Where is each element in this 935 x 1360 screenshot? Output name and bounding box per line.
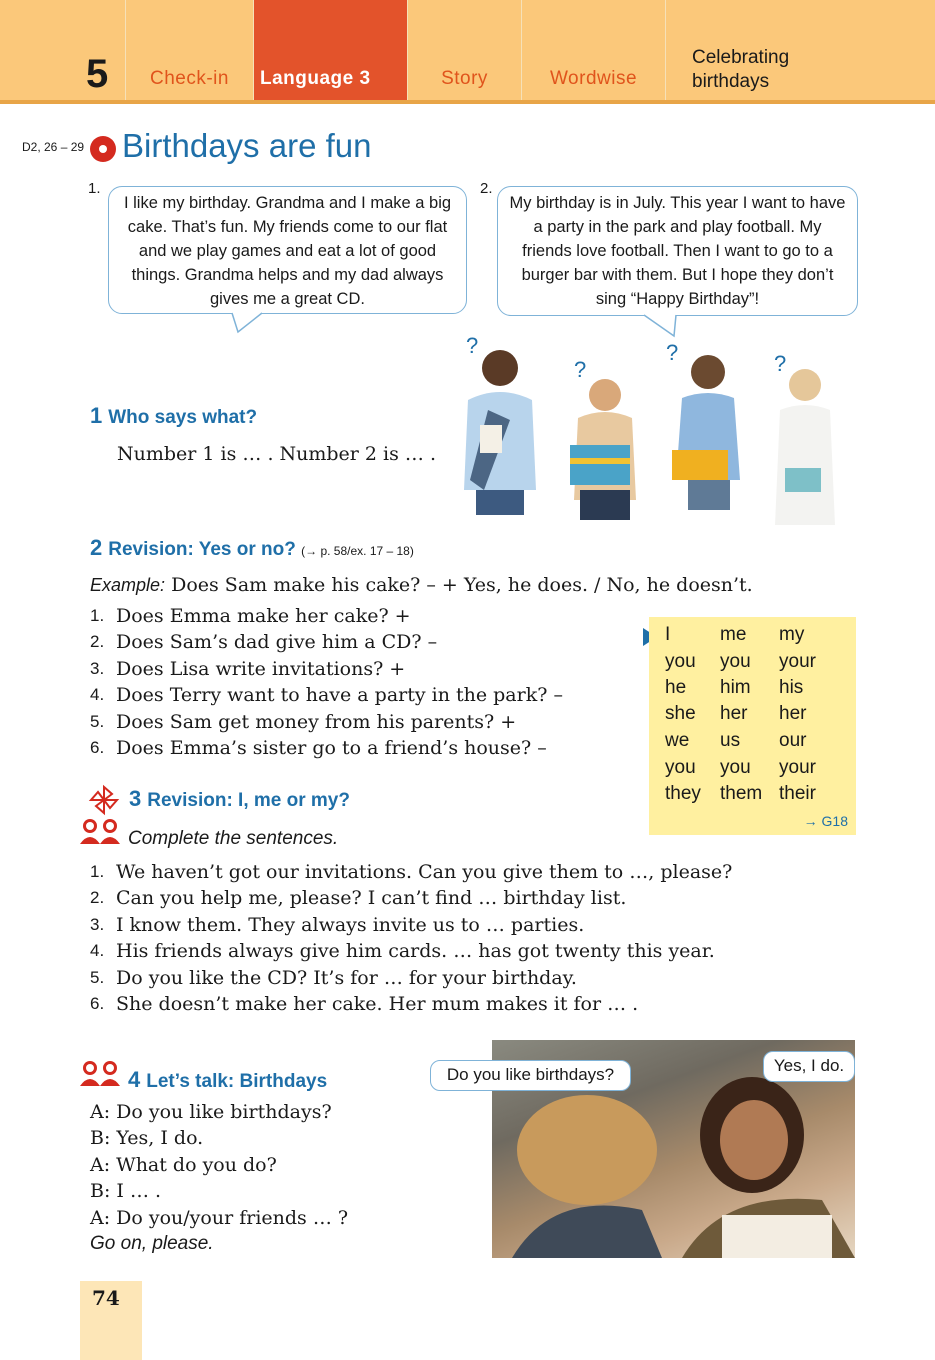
item-text: His friends always give him cards. … has got twenty this year. [116,940,715,963]
subject-pronoun: I [665,624,671,645]
object-pronoun: her [720,703,748,724]
page-number: 74 [92,1286,120,1310]
photo-speech-bubble-left [430,1060,631,1091]
item-number: 3. [90,658,105,678]
list-item [90,656,563,682]
bubble-text: My birthday is in July. This year I want to have a party in the park and play football. My friends love football. Then I want to go to a burger bar with them. But I hope they don’t sing “Happy Birthday”! [509,194,846,308]
item-text: I know them. They always invite us to … parties. [116,913,585,936]
tab-wordwise[interactable] [522,0,666,100]
object-pronoun: me [720,624,747,645]
unit-topic [692,46,789,94]
exercise-1-prompt: Number 1 is … . Number 2 is … . [117,443,437,465]
list-item [90,859,732,885]
item-text: Does Emma make her cake? + [116,605,411,627]
bubble-tail [230,312,270,334]
exercise-3-heading [129,786,350,812]
bubble-text: I like my birthday. Grandma and I make a big cake. That’s fun. My friends come to our flat and we play games and eat a lot of good things. Grandma helps and my dad always gives me a great CD. [123,194,452,308]
bubble-tail [640,314,680,338]
list-item [90,912,732,938]
item-text: Does Terry want to have a party in the park? – [116,684,563,707]
item-number: 1. [90,862,105,881]
possessive: our [779,730,807,751]
unit-header [0,0,935,100]
subject-pronoun: she [665,703,696,724]
example-text: Does Sam make his cake? – + Yes, he does. / No, he doesn’t. [171,574,753,596]
pair-work-icon [78,818,122,844]
subject-pronoun: you [665,651,696,672]
page-reference: (→ p. 58/ex. 17 – 18) [301,544,414,558]
topic-line: Celebrating [692,47,790,68]
list-item [90,735,563,761]
exercise-number: 3 [129,786,142,811]
page-title: Birthdays are fun [122,127,372,164]
list-item [90,965,732,991]
item-text: Does Lisa write invitations? + [116,657,406,680]
dialogue-line: B: Yes, I do. [90,1127,204,1150]
subject-pronoun: we [665,730,690,751]
tab-story[interactable] [408,0,522,100]
dialogue-closing: Go on, please. [90,1233,214,1255]
exercise-number: 2 [90,535,103,560]
exercise-number: 1 [90,403,103,428]
object-pronoun: you [720,757,751,778]
audio-track-label: D2, 26 – 29 [22,140,85,154]
possessive: my [779,624,805,645]
exercise-title: Let’s talk: Birthdays [146,1071,328,1092]
tab-label: Wordwise [549,68,638,89]
item-number: 6. [90,738,105,758]
item-text: We haven’t got our invitations. Can you give them to …, please? [116,861,733,883]
exercise-2-list [90,603,563,761]
exercise-number: 4 [128,1067,141,1092]
exercise-1-heading [90,403,257,429]
dialogue-line: A: What do you do? [90,1153,277,1176]
speech-bubble-2 [497,186,858,316]
tab-check-in[interactable] [126,0,254,100]
item-number: 5. [90,967,105,987]
unit-number: 5 [86,52,109,96]
dialogue-line: B: I … . [90,1180,162,1203]
tab-language-3[interactable] [254,0,408,100]
photo-speech-bubble-right [763,1051,855,1082]
item-text: Can you help me, please? I can’t find … birthday list. [116,887,627,910]
bubble-number: 2. [480,180,493,197]
list-item [90,885,732,911]
dialogue-line: A: Do you/your friends … ? [90,1206,349,1229]
item-number: 6. [90,994,105,1014]
unit-number-cell [0,0,126,100]
item-text: She doesn’t make her cake. Her mum makes it for … . [116,993,639,1016]
possessive: your [779,757,816,778]
exercise-title: Revision: I, me or my? [147,790,350,811]
tab-label: Story [441,68,488,89]
list-item [90,938,732,964]
list-item [90,629,563,655]
exercise-3-list [90,859,732,1017]
possessive: your [779,651,816,672]
item-number: 5. [90,711,105,731]
subject-pronoun: you [665,757,696,778]
exercise-2-heading [90,535,414,561]
example-label: Example: [90,575,166,595]
item-text: Do you like the CD? It’s for … for your birthday. [116,966,577,989]
subject-pronoun: they [665,783,701,804]
kids-with-presents-photo [440,340,845,525]
exercise-title: Who says what? [108,407,258,428]
exercise-3-instruction: Complete the sentences. [128,828,339,849]
speech-bubble-1 [108,186,467,314]
topic-line: birthdays [692,71,770,92]
item-text: Does Sam get money from his parents? + [116,710,517,733]
item-number: 1. [90,606,105,625]
dialogue-line: A: Do you like birthdays? [90,1101,332,1123]
pair-work-icon [78,1060,122,1086]
pronoun-grammar-box [649,617,856,835]
question-mark: ? [466,333,479,358]
cd-audio-icon[interactable] [90,136,116,162]
dialogue [90,1099,348,1257]
list-item [90,682,563,708]
bubble-text: Do you like birthdays? [446,1065,615,1084]
subject-pronoun: he [665,677,687,698]
question-mark: ? [774,351,787,376]
item-number: 3. [90,914,105,934]
tab-label: Check-in [150,68,229,89]
bubble-text: Yes, I do. [773,1056,845,1075]
list-item [90,603,563,629]
exercise-4-heading [128,1067,327,1093]
grammar-reference: → G18 [803,813,848,829]
item-text: Does Emma’s sister go to a friend’s house? – [116,737,547,760]
item-number: 2. [90,888,105,908]
object-pronoun: us [720,730,741,751]
bubble-number: 1. [88,180,101,197]
possessive: their [779,783,816,804]
list-item [90,991,732,1017]
possessive: his [779,677,804,698]
pinwheel-icon [88,784,120,816]
exercise-title: Revision: Yes or no? [108,539,296,560]
header-divider [0,100,935,104]
item-number: 2. [90,632,105,652]
question-mark: ? [574,357,587,382]
item-number: 4. [90,941,105,961]
tab-label: Language 3 [260,68,371,89]
possessive: her [779,703,807,724]
object-pronoun: them [720,783,763,804]
question-mark: ? [666,340,679,365]
object-pronoun: you [720,651,751,672]
exercise-2-example [90,574,753,596]
list-item [90,709,563,735]
item-number: 4. [90,685,105,705]
object-pronoun: him [720,677,751,698]
item-text: Does Sam’s dad give him a CD? – [116,631,438,654]
